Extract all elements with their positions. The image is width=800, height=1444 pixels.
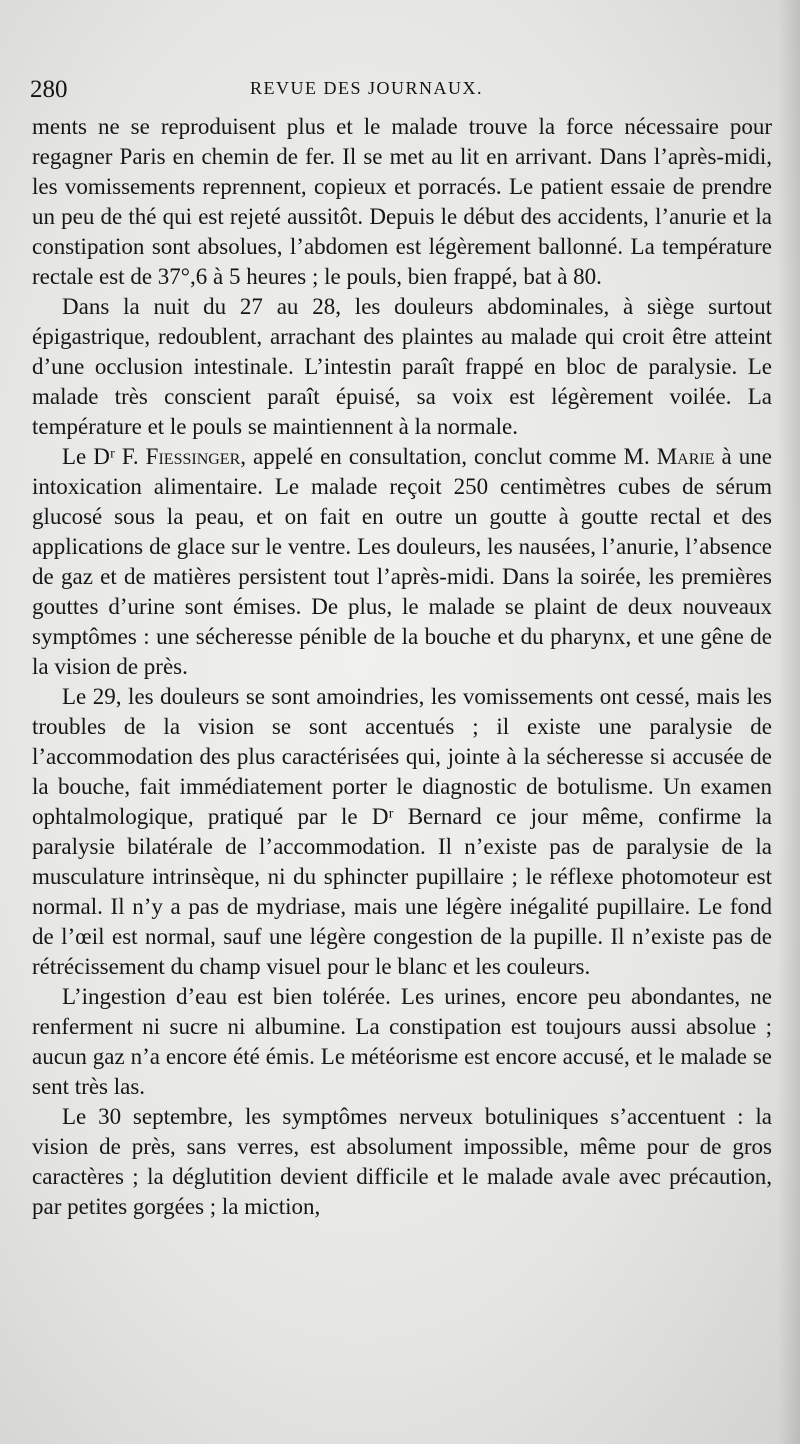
page-edge-shadow (778, 0, 800, 1444)
paragraph-ingestion: L’ingestion d’eau est bien tolérée. Les urines, encore peu abondantes, ne renferment ni sucre ni albumine. La constipation est toujours aussi absolue ; aucun gaz n’a encore été émis. Le météorisme est encore accusé, et le malade se sent très las. (32, 984, 772, 1099)
paragraph-continuation: ments ne se reproduisent plus et le malade trouve la force nécessaire pour regagner Paris en chemin de fer. Il se met au lit en arrivant. Dans l’après-midi, les vomissements reprennent, copieux et porracés. Le patient essaie de prendre un peu de thé qui est rejeté aussitôt. Depuis le début des accidents, l’anurie et la constipation sont absolues, l’abdomen est légèrement ballonné. La température rectale est de 37°,6 à 5 heures ; le pouls, bien frappé, bat à 80. (32, 114, 772, 289)
author-name-fiessinger: Fiessinger (145, 444, 241, 469)
consultation-text-middle: , appelé en consultation, conclut comme M. (240, 444, 657, 469)
consultation-text-suffix: à une intoxication alimentaire. Le malade reçoit 250 centimètres cubes de sérum glucosé sous la peau, et on fait en outre un goutte à goutte rectal et des applications de glace sur le ventre. Les douleurs, les nausées, l’anurie, l’absence de gaz et de matières persistent tout l’après-midi. Dans la soirée, les premières gouttes d’urine sont émises. De plus, le malade se plaint de deux nouveaux symptômes : une sécheresse pénible de la bouche et du pharynx, et une gêne de la vision de près. (32, 444, 772, 679)
running-head (30, 72, 770, 106)
author-name-marie: Marie (656, 444, 715, 469)
page-number: 280 (30, 76, 68, 103)
paragraph-night-27-28: Dans la nuit du 27 au 28, les douleurs abdominales, à siège surtout épigastrique, redoublent, arrachant des plaintes au malade qui croit être atteint d’une occlusion intestinale. L’intestin paraît frappé en bloc de paralysie. Le malade très conscient paraît épuisé, sa voix est légèrement voilée. La température et le pouls se maintiennent à la normale. (32, 294, 772, 439)
paragraph-september-30: Le 30 septembre, les symptômes nerveux botuliniques s’accentuent : la vision de près, sans verres, est absolument impossible, même pour de gros caractères ; la déglutition devient difficile et le malade avale avec précaution, par petites gorgées ; la miction, (32, 1104, 772, 1219)
paragraph-consultation (32, 442, 772, 682)
body-text (32, 112, 772, 1222)
paragraph-day-29: Le 29, les douleurs se sont amoindries, les vomissements ont cessé, mais les troubles de la vision se sont accentués ; il existe une paralysie de l’accommodation des plus caractérisées qui, jointe à la sécheresse si accusée de la bouche, fait immédiatement porter le diagnostic de botulisme. Un examen ophtalmologique, pratiqué par le Dʳ Bernard ce jour même, confirme la paralysie bilatérale de l’accommodation. Il n’existe pas de paralysie de la musculature intrinsèque, ni du sphincter pupillaire ; le réflexe photomoteur est normal. Il n’y a pas de mydriase, mais une légère inégalité pupillaire. Le fond de l’œil est normal, sauf une légère congestion de la pupille. Il n’existe pas de rétrécissement du champ visuel pour le blanc et les couleurs. (32, 684, 772, 979)
consultation-text-prefix: Le Dʳ F. (62, 444, 146, 469)
journal-title: REVUE DES JOURNAUX. (250, 78, 484, 98)
